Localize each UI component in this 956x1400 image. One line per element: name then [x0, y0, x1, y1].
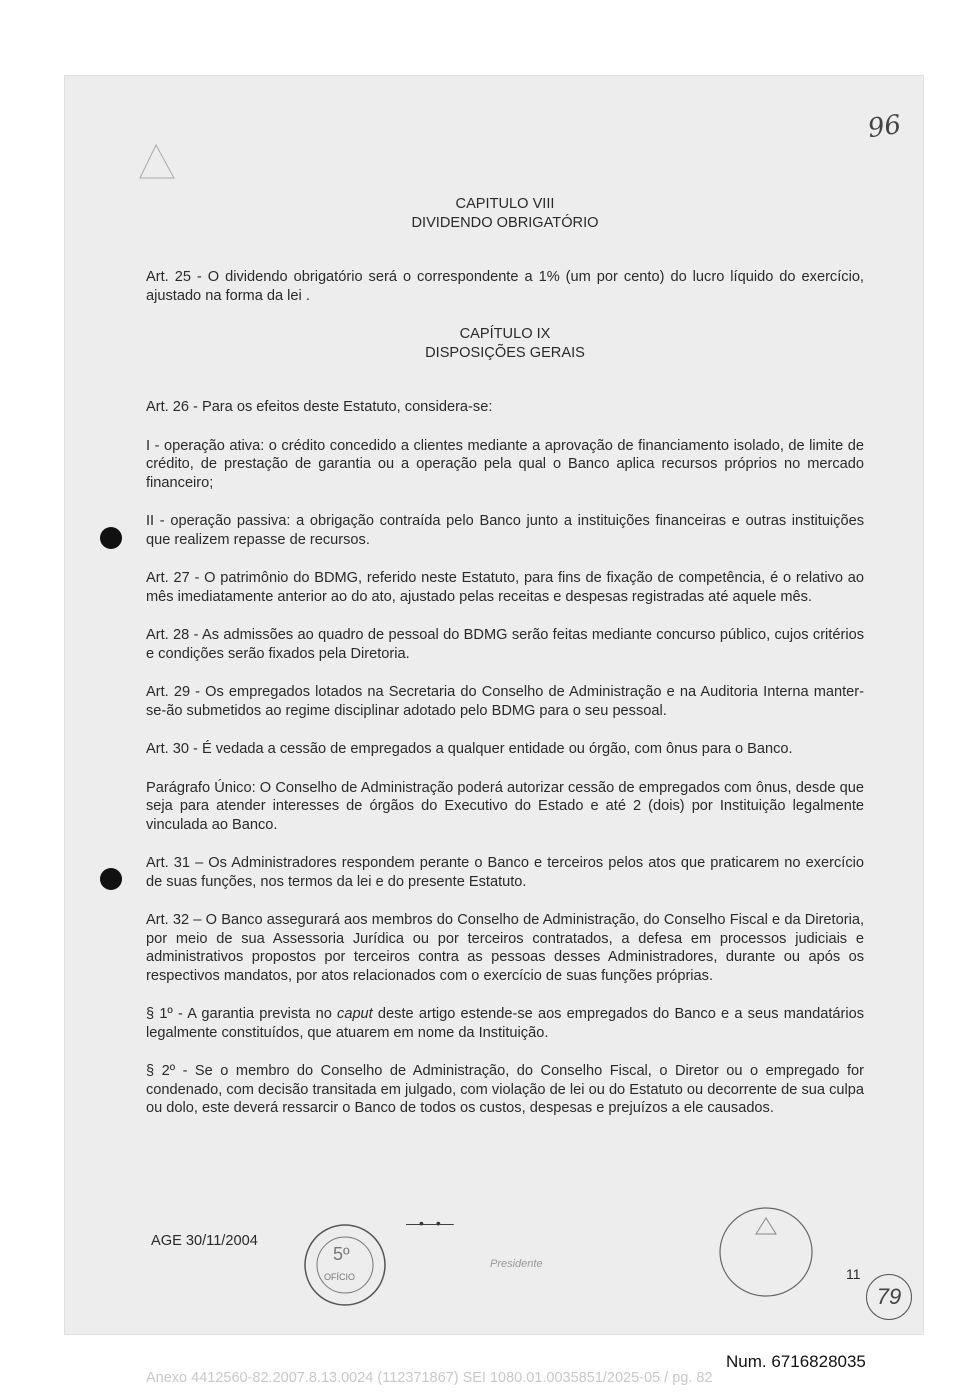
article-32: Art. 32 – O Banco assegurará aos membros do Conselho de Administração, do Conselho Fiscal e da Diretoria, por meio de sua Assessoria Jurídica ou por terceiros contratados, a defesa em processos judiciais e administrativos propostos por terceiros contra as pessoas desses Administradores, durante ou após os respectivos mandatos, por atos relacionados com o exercício de suas funções próprias. [146, 912, 864, 984]
article-30-paragrafo-unico: Parágrafo Único: O Conselho de Administração poderá autorizar cessão de empregados com ônus, desde que seja para atender interesses de órgãos do Executivo do Estado e até 2 (dois) por Instituição legalmente vinculada ao Banco. [146, 779, 864, 833]
stamp-text: OFÍCIO [324, 1272, 355, 1282]
article-30: Art. 30 - É vedada a cessão de empregados a qualquer entidade ou órgão, com ônus para o Banco. [146, 741, 793, 757]
article-32-paragraph-2: § 2º - Se o membro do Conselho de Administração, do Conselho Fiscal, o Diretor ou o empregado for condenado, com decisão transitada em julgado, com violação de lei ou do Estatuto ou decorrente de sua culpa ou dolo, este deverá ressarcir o Banco de todos os custos, despesas e prejuízos a ele causados. [146, 1063, 864, 1116]
chapter-9-subtitle: DISPOSIÇÕES GERAIS [425, 344, 585, 361]
age-date: AGE 30/11/2004 [151, 1233, 258, 1249]
bank-seal-icon [716, 1204, 816, 1300]
section-divider: —•—•— [406, 1215, 453, 1231]
document-body [146, 195, 864, 1118]
punch-hole-bottom [100, 868, 122, 890]
article-32-paragraph-1: § 1º - A garantia prevista no caput deste artigo estende-se aos empregados do Banco e a seus mandatários legalmente constituídos, que atuarem em nome da Instituição. [146, 1006, 864, 1041]
stamp-number: 5º [333, 1244, 350, 1264]
chapter-8-title: CAPITULO VIII [455, 196, 555, 212]
article-29: Art. 29 - Os empregados lotados na Secretaria do Conselho de Administração e na Auditoria Interna manter-se-ão submetidos ao regime disciplinar adotado pelo BDMG para o seu pessoal. [146, 684, 864, 719]
document-number: Num. 6716828035 [726, 1352, 866, 1371]
article-26-item-ii: II - operação passiva: a obrigação contraída pelo Banco junto a instituições financeiras e outras instituições que realizem repasse de recursos. [146, 513, 864, 548]
chapter-8-subtitle: DIVIDENDO OBRIGATÓRIO [411, 214, 599, 231]
handwritten-page-mark: 96 [866, 109, 904, 145]
article-25: Art. 25 - O dividendo obrigatório será o correspondente a 1% (um por cento) do lucro líquido do exercício, ajustado na forma da lei . [146, 269, 864, 304]
page-number: 11 [846, 1266, 861, 1282]
article-28: Art. 28 - As admissões ao quadro de pessoal do BDMG serão feitas mediante concurso público, cujos critérios e condições serão fixados pela Diretoria. [146, 627, 864, 662]
article-31: Art. 31 – Os Administradores respondem perante o Banco e terceiros pelos atos que praticarem no exercício de suas funções, nos termos da lei e do presente Estatuto. [146, 855, 864, 890]
punch-hole-top [100, 527, 122, 549]
triangle-stamp-icon [136, 140, 186, 190]
notary-stamp-icon [302, 1222, 388, 1308]
signature-caption: Presidente [490, 1258, 543, 1270]
article-26: Art. 26 - Para os efeitos deste Estatuto, considera-se: [146, 399, 493, 415]
article-26-item-i: I - operação ativa: o crédito concedido a clientes mediante a aprovação de financiamento isolado, de limite de crédito, de prestação de garantia ou a operação pela qual o Banco aplica recursos próprios no mercado financeiro; [146, 437, 864, 491]
handwritten-circled-number: 79 [866, 1274, 912, 1320]
chapter-9-title: CAPÍTULO IX [459, 326, 551, 342]
footer-reference: Anexo 4412560-82.2007.8.13.0024 (112371867) SEI 1080.01.0035851/2025-05 / pg. 82 [146, 1370, 713, 1386]
article-27: Art. 27 - O patrimônio do BDMG, referido neste Estatuto, para fins de fixação de competência, é o relativo ao mês imediatamente anterior ao do ato, ajustado pelas receitas e despesas registradas até aquele mês. [146, 570, 864, 605]
